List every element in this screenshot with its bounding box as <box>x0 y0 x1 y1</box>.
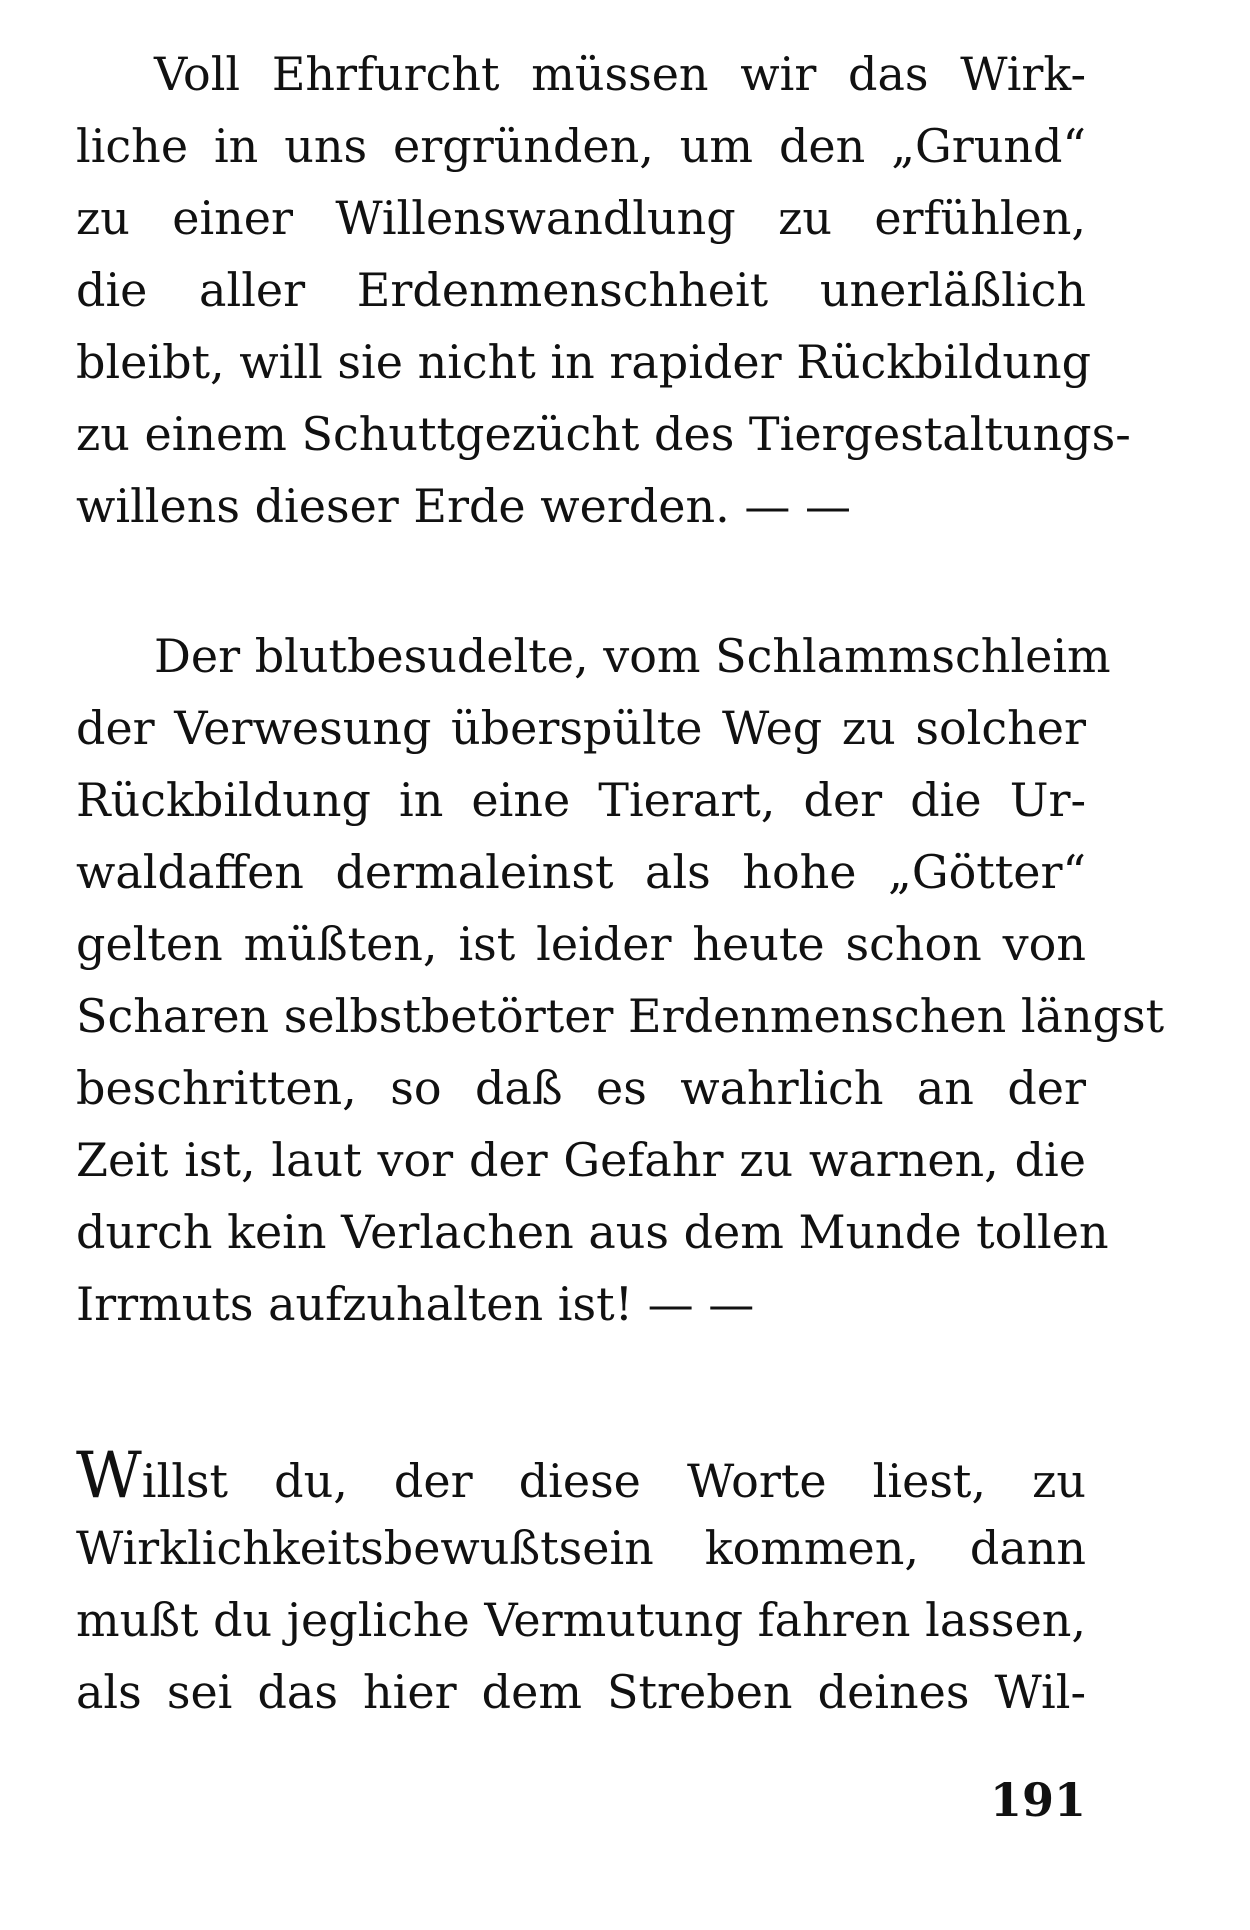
text-line: der Verwesung überspülte Weg zu solcher <box>76 701 1086 755</box>
text-line: zu einem Schuttgezücht des Tiergestaltungs- <box>76 407 1131 461</box>
text-line <box>76 1440 1086 1512</box>
text-line: Wirklichkeitsbewußtsein kommen, dann <box>76 1521 1086 1575</box>
text-line: Zeit ist, laut vor der Gefahr zu warnen, die <box>76 1133 1086 1187</box>
paragraph-2 <box>76 620 1165 1340</box>
text-line: Voll Ehrfurcht müssen wir das Wirk- <box>154 47 1086 101</box>
text-line: Irrmuts aufzuhalten ist! — — <box>76 1277 755 1331</box>
text-line: durch kein Verlachen aus dem Munde tollen <box>76 1205 1109 1259</box>
text-line: liche in uns ergründen, um den „Grund“ <box>76 119 1086 173</box>
text-line: bleibt, will sie nicht in rapider Rückbildung <box>76 335 1092 389</box>
text-line: Rückbildung in eine Tierart, der die Ur- <box>76 773 1086 827</box>
text-line: als sei das hier dem Streben deines Wil- <box>76 1665 1086 1719</box>
paragraph-1 <box>76 38 1131 542</box>
text-line: Der blutbesudelte, vom Schlammschleim <box>154 629 1111 683</box>
text-line: beschritten, so daß es wahrlich an der <box>76 1061 1086 1115</box>
text-line: Scharen selbstbetörter Erdenmenschen längst <box>76 989 1165 1043</box>
first-line-text: illst du, der diese Worte liest, zu <box>141 1454 1086 1508</box>
page-number: 191 <box>990 1773 1087 1827</box>
text-line: zu einer Willenswandlung zu erfühlen, <box>76 191 1086 245</box>
initial-letter: W <box>76 1439 142 1513</box>
text-line: mußt du jegliche Vermutung fahren lassen, <box>76 1593 1086 1647</box>
text-line: die aller Erdenmenschheit unerläßlich <box>76 263 1086 317</box>
paragraph-3 <box>76 1440 1086 1728</box>
text-line: waldaffen dermaleinst als hohe „Götter“ <box>76 845 1086 899</box>
text-line: willens dieser Erde werden. — — <box>76 479 852 533</box>
text-line: gelten müßten, ist leider heute schon von <box>76 917 1086 971</box>
